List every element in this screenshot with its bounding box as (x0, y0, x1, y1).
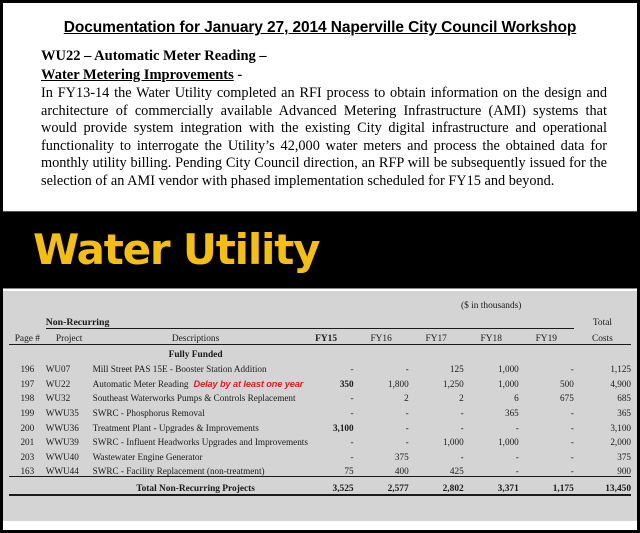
spacer-cell (354, 344, 409, 360)
cell-fy19: - (570, 466, 574, 477)
col-header-fy16: FY16 (354, 328, 409, 344)
spacer-cell (9, 311, 46, 329)
cell-fy18: 365 (504, 407, 519, 418)
table-row (9, 462, 631, 477)
cell-page: 200 (20, 422, 35, 433)
cell-fy17: - (460, 451, 464, 462)
description-text: SWRC - Facility Replacement (non-treatment) (92, 466, 265, 477)
cell-fy19: - (570, 437, 574, 448)
cell-fy15: 3,100 (332, 422, 354, 433)
cell-fy18: 6 (514, 393, 519, 404)
project-subtitle-underlined: Water Metering Improvements (41, 66, 234, 83)
group-rule (299, 311, 354, 329)
cell-fy19: 500 (560, 378, 574, 389)
cell-fy18: 1,000 (498, 364, 519, 375)
totals-fy15: 3,525 (299, 477, 354, 496)
spacer-cell (9, 291, 46, 311)
cell-fy19: - (570, 407, 574, 418)
table-row (9, 418, 631, 433)
col-header-fy18: FY18 (464, 328, 519, 344)
total-costs-header-top: Total (592, 318, 612, 329)
cell-fy19: - (570, 451, 574, 462)
cell-fy19: - (570, 422, 574, 433)
cell-fy15: - (350, 437, 354, 448)
cell-description (93, 360, 299, 375)
cell-total-costs: 1,125 (610, 364, 631, 375)
spacer-cell (574, 344, 631, 360)
col-header-costs: Costs (574, 328, 631, 344)
spacer-cell (46, 477, 93, 496)
cell-description (93, 418, 299, 433)
cell-project: WWU44 (45, 466, 79, 477)
cell-fy19: 675 (560, 393, 574, 404)
table-row (9, 360, 631, 375)
cell-page: 196 (20, 364, 35, 375)
cell-description (93, 462, 299, 477)
table-row (9, 447, 631, 462)
cell-fy16: 375 (394, 451, 409, 462)
description-text: SWRC - Phosphorus Removal (92, 407, 205, 418)
col-header-fy19: FY19 (519, 328, 574, 344)
table-row (9, 433, 631, 448)
budget-table-section (3, 289, 637, 521)
spacer-cell (354, 291, 409, 311)
cell-description (92, 374, 304, 389)
spacer-cell (299, 344, 354, 360)
col-header-project: Project (46, 328, 93, 344)
description-text: Wastewater Engine Generator (92, 451, 203, 462)
documentation-section (3, 3, 637, 197)
totals-fy16: 2,577 (354, 477, 409, 496)
totals-label: Total Non-Recurring Projects (93, 477, 299, 496)
cell-page: 197 (20, 378, 35, 389)
table-body (9, 360, 631, 477)
cell-project: WWU35 (45, 407, 79, 418)
spacer-cell (574, 291, 631, 311)
col-header-fy15: FY15 (299, 328, 354, 344)
group-rule (354, 311, 409, 329)
cell-page: 198 (20, 393, 35, 404)
description-text: SWRC - Influent Headworks Upgrades and Improvements (92, 437, 308, 448)
group-label: Non-Recurring (46, 311, 93, 329)
table-row (9, 374, 631, 389)
cell-fy17: 1,000 (443, 437, 464, 448)
cell-fy16: - (405, 364, 409, 375)
spacer-cell (46, 344, 93, 360)
spacer-cell (519, 344, 574, 360)
cell-description (92, 433, 308, 448)
project-heading-line1: WU22 – Automatic Meter Reading – (41, 48, 267, 64)
cell-fy17: - (460, 407, 464, 418)
cell-total-costs: 2,000 (610, 437, 631, 448)
table-row (9, 389, 631, 404)
cell-fy18: - (515, 451, 519, 462)
description-text: Treatment Plant - Upgrades & Improvements (92, 422, 259, 433)
cell-project: WU07 (45, 364, 71, 375)
group-rule (93, 311, 299, 329)
delay-annotation: Delay by at least one year (193, 378, 304, 389)
description-text: Mill Street PAS 15E - Booster Station Addition (92, 364, 267, 375)
cell-fy16: 2 (404, 393, 409, 404)
cell-fy16: - (405, 422, 409, 433)
units-note: ($ in thousands) (461, 300, 522, 311)
cell-description (93, 389, 299, 404)
cell-fy16: 1,800 (387, 378, 409, 389)
col-header-fy17: FY17 (409, 328, 464, 344)
spacer-cell (46, 291, 93, 311)
cell-fy16: - (405, 437, 409, 448)
table-units-row (9, 291, 631, 311)
totals-fy19: 1,175 (519, 477, 574, 496)
group-rule (464, 311, 519, 329)
cell-fy15: - (350, 364, 354, 375)
page-title: Documentation for January 27, 2014 Naperville City Council Workshop (63, 19, 577, 36)
cell-fy15: - (350, 407, 354, 418)
cell-project: WWU40 (45, 451, 79, 462)
cell-fy18: - (515, 466, 519, 477)
group-rule (519, 311, 574, 329)
table-row (9, 403, 631, 418)
utility-banner (3, 211, 637, 289)
cell-project: WWU39 (45, 437, 79, 448)
cell-fy15: - (350, 393, 354, 404)
cell-page: 201 (20, 437, 35, 448)
table-header-row (9, 328, 631, 344)
cell-page: 163 (20, 466, 35, 477)
cell-page: 199 (20, 407, 35, 418)
cell-fy18: - (515, 422, 519, 433)
cell-fy17: 125 (449, 364, 464, 375)
cell-total-costs: 900 (617, 466, 631, 477)
cell-project: WWU36 (45, 422, 79, 433)
cell-total-costs: 375 (617, 451, 631, 462)
spacer-cell (464, 344, 519, 360)
project-heading-line2 (41, 66, 621, 85)
group-rule (409, 311, 464, 329)
cell-page: 203 (20, 451, 35, 462)
cell-total-costs: 685 (617, 393, 631, 404)
table-section-label-row (9, 344, 631, 360)
spacer-cell (299, 291, 354, 311)
col-header-page: Page # (9, 328, 46, 344)
description-text: Southeast Waterworks Pumps & Controls Replacement (92, 393, 296, 404)
totals-fy18: 3,371 (464, 477, 519, 496)
project-subtitle-suffix: - (233, 66, 243, 83)
budget-table (9, 291, 631, 497)
cell-fy17: 2 (459, 393, 464, 404)
cell-fy19: - (570, 364, 574, 375)
cell-fy15: 75 (344, 466, 354, 477)
cell-fy17: - (460, 422, 464, 433)
cell-fy16: - (405, 407, 409, 418)
cell-fy18: 1,000 (498, 437, 519, 448)
cell-project: WU22 (45, 378, 71, 389)
spacer-cell (409, 344, 464, 360)
cell-fy18: 1,000 (498, 378, 519, 389)
cell-fy15: - (350, 451, 354, 462)
description-text: Automatic Meter Reading (92, 378, 189, 389)
totals-total-costs: 13,450 (574, 477, 631, 496)
totals-fy17: 2,802 (409, 477, 464, 496)
table-totals-row (9, 477, 631, 496)
spacer-cell (93, 291, 299, 311)
cell-fy17: 1,250 (443, 378, 464, 389)
cell-total-costs: 4,900 (610, 378, 631, 389)
project-description-paragraph: In FY13-14 the Water Utility completed an RFI process to obtain information on the design and architecture of commercially available Advanced Metering Infrastructure (AMI) systems that would provide system integration with the existing City digital infrastructure and operational functionality to interrogate the Utility’s 42,000 water meters and process the obtained data for monthly utility billing. Pending City Council direction, an RFP will be subsequently issued for the selection of an AMI vendor with phased implementation scheduled for FY15 and beyond. (41, 85, 607, 189)
cell-fy15: 350 (339, 378, 354, 389)
spacer-cell (9, 477, 46, 496)
spacer-cell (9, 344, 46, 360)
cell-project: WU32 (45, 393, 71, 404)
cell-description (93, 403, 299, 418)
table-group-row (9, 311, 631, 329)
cell-total-costs: 3,100 (610, 422, 631, 433)
col-header-descriptions: Descriptions (93, 328, 299, 344)
cell-total-costs: 365 (617, 407, 631, 418)
section-label: Fully Funded (168, 349, 223, 360)
banner-title: Water Utility (33, 224, 320, 274)
cell-description (93, 447, 299, 462)
cell-fy16: 400 (394, 466, 409, 477)
cell-fy17: 425 (449, 466, 464, 477)
